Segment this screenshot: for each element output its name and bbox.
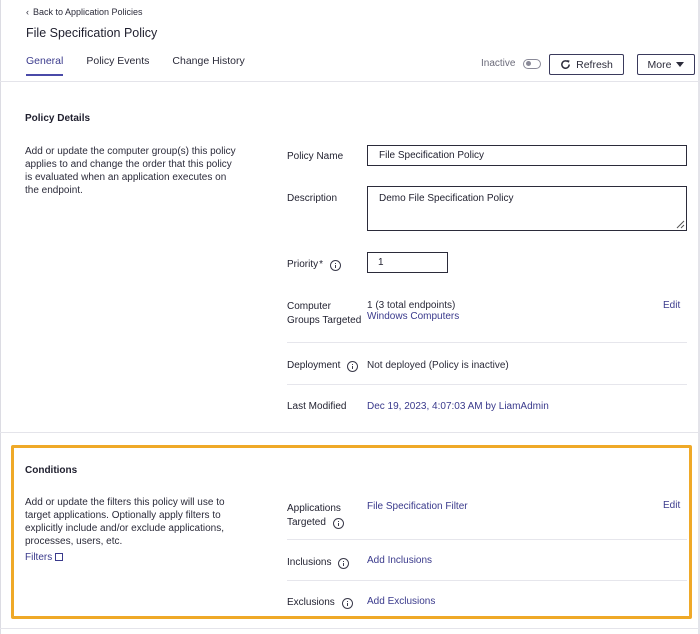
policy-status bbox=[481, 58, 541, 69]
refresh-icon bbox=[560, 59, 571, 70]
section-divider bbox=[0, 432, 700, 433]
policy-name-input[interactable] bbox=[367, 145, 687, 166]
tab-policy-events[interactable]: Policy Events bbox=[86, 55, 150, 67]
chevron-left-icon: ‹ bbox=[26, 6, 29, 17]
more-label: More bbox=[647, 58, 672, 71]
deployment-label bbox=[287, 359, 358, 373]
priority-info-icon[interactable] bbox=[330, 260, 341, 271]
tabs-divider bbox=[0, 81, 700, 82]
refresh-label: Refresh bbox=[576, 58, 613, 71]
add-exclusions-link[interactable]: Add Exclusions bbox=[367, 596, 436, 607]
filters-link-label: Filters bbox=[25, 552, 53, 563]
apps-label-line2: Targeted bbox=[287, 517, 326, 528]
groups-edit-link[interactable]: Edit bbox=[663, 300, 681, 311]
row-divider bbox=[287, 580, 687, 581]
policy-details-description: Add or update the computer group(s) this policy applies to and change the order that this policy is evaluated when an application executes on the endpoint. bbox=[25, 146, 236, 196]
description-label: Description bbox=[287, 193, 338, 204]
required-marker: * bbox=[319, 259, 324, 270]
tab-change-history[interactable]: Change History bbox=[172, 55, 245, 67]
resize-grip-icon[interactable] bbox=[676, 220, 685, 229]
applications-info-icon[interactable] bbox=[333, 518, 344, 529]
exclusions-label bbox=[287, 596, 353, 610]
conditions-description: Add or update the filters this policy will use to target applications. Optionally apply filters to explicitly include and/or exclude applications, processes, users, etc. bbox=[25, 497, 225, 547]
deployment-info-icon[interactable] bbox=[347, 361, 358, 372]
last-modified-label: Last Modified bbox=[287, 401, 347, 412]
status-label: Inactive bbox=[481, 58, 516, 69]
policy-details-title: Policy Details bbox=[25, 113, 91, 124]
deployment-label-text: Deployment bbox=[287, 360, 341, 371]
file-specification-filter-link[interactable]: File Specification Filter bbox=[367, 501, 468, 512]
description-textarea[interactable] bbox=[367, 186, 687, 231]
active-toggle[interactable] bbox=[523, 59, 541, 69]
filters-link[interactable] bbox=[25, 551, 63, 564]
groups-label-line2: Groups Targeted bbox=[287, 315, 362, 326]
caret-down-icon bbox=[676, 62, 684, 67]
deployment-value: Not deployed (Policy is inactive) bbox=[367, 360, 509, 371]
inclusions-label bbox=[287, 556, 349, 570]
add-inclusions-link[interactable]: Add Inclusions bbox=[367, 555, 433, 566]
bottom-divider bbox=[0, 628, 700, 629]
page-title: File Specification Policy bbox=[26, 26, 158, 40]
back-link-label: Back to Application Policies bbox=[33, 7, 143, 17]
groups-label-line1: Computer bbox=[287, 301, 331, 312]
exclusions-info-icon[interactable] bbox=[342, 598, 353, 609]
apps-label-line2-row bbox=[287, 516, 344, 530]
policy-name-label: Policy Name bbox=[287, 151, 344, 162]
row-divider bbox=[287, 384, 687, 385]
left-border bbox=[0, 0, 1, 634]
priority-label-text: Priority bbox=[287, 259, 319, 270]
refresh-button[interactable] bbox=[549, 54, 624, 75]
windows-computers-link[interactable]: Windows Computers bbox=[367, 311, 460, 322]
groups-targeted-label bbox=[287, 300, 361, 328]
apps-label-line1: Applications bbox=[287, 503, 341, 514]
exclusions-label-text: Exclusions bbox=[287, 597, 335, 608]
priority-input[interactable] bbox=[367, 252, 448, 273]
tab-bar bbox=[26, 55, 245, 76]
tab-general[interactable]: General bbox=[26, 55, 63, 76]
row-divider bbox=[287, 342, 687, 343]
external-link-icon bbox=[55, 553, 63, 561]
inclusions-info-icon[interactable] bbox=[338, 558, 349, 569]
applications-edit-link[interactable]: Edit bbox=[663, 500, 681, 511]
conditions-title: Conditions bbox=[25, 465, 78, 476]
back-to-policies-link[interactable] bbox=[26, 7, 143, 17]
more-button[interactable] bbox=[637, 54, 695, 75]
last-modified-value[interactable]: Dec 19, 2023, 4:07:03 AM by LiamAdmin bbox=[367, 401, 549, 412]
row-divider bbox=[287, 539, 687, 540]
inclusions-label-text: Inclusions bbox=[287, 557, 332, 568]
priority-label bbox=[287, 258, 341, 272]
applications-targeted-label bbox=[287, 502, 344, 530]
groups-count: 1 (3 total endpoints) bbox=[367, 300, 456, 311]
